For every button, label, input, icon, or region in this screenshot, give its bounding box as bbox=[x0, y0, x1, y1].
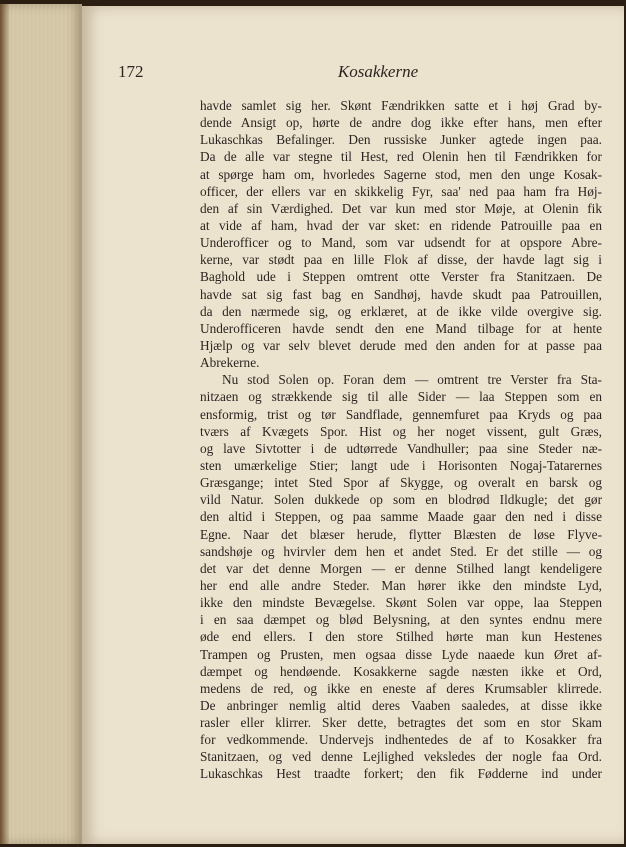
text-line: Underofficer og to Mand, som var udsendt for at opspore Abre- bbox=[200, 235, 602, 251]
running-title: Kosakkerne bbox=[337, 62, 419, 81]
text-line: kerne, var stødt paa en lille Flok af disse, der havde lagt sig i bbox=[200, 252, 602, 268]
text-line: officer, der ellers var en skikkelig Fyr, saa' ned paa ham fra Høj- bbox=[200, 183, 602, 199]
text-line: den af sin Værdighed. Det var kun med stor Møje, at Olenin fik bbox=[200, 200, 602, 216]
text-line: sten umærkelige Stier; langt ude i Horisonten Nogaj-Tatarernes bbox=[200, 457, 602, 473]
text-line: tværs af Kvægets Spor. Hist og her noget vissent, gult Græs, bbox=[200, 423, 602, 439]
text-line: og lave Sivtotter i de udtørrede Vandhuller; paa sine Steder næ- bbox=[200, 440, 602, 456]
text-line: Hjælp og var selv blevet derude med den anden for at passe paa bbox=[200, 337, 602, 353]
text-line: rasler eller klirrer. Sker dette, betragtes det som en stor Skam bbox=[200, 715, 602, 731]
text-line: i en saa dæmpet og blød Belysning, at den syntes endnu mere bbox=[200, 612, 602, 628]
text-line: Trampen og Prusten, men ogsaa disse Lyde naaede kun Øret af- bbox=[200, 646, 602, 662]
text-line: for vedkommende. Undervejs indhentedes de af to Kosakker fra bbox=[200, 732, 602, 748]
text-line: at vide af ham, hvad der var sket: en ridende Patrouille paa en bbox=[200, 217, 602, 233]
text-line: De anbringer nemlig altid deres Vaaben saaledes, at disse ikke bbox=[200, 697, 602, 713]
text-line: havde sat sig fast bag en Sandhøj, havde skudt paa Patrouillen, bbox=[200, 286, 602, 302]
text-line: Baghold ude i Steppen omtrent otte Verster fra Stanitzaen. De bbox=[200, 269, 602, 285]
text-line: ensformig, trist og tør Sandflade, gennemfuret paa Kryds og paa bbox=[200, 406, 602, 422]
text-line: det var det denne Morgen — er denne Stilhed langt kendeligere bbox=[200, 560, 602, 576]
text-line: her end alle andre Steder. Man hører ikke den mindste Lyd, bbox=[200, 577, 602, 593]
text-line: medens de red, og ikke en eneste af deres Krumsabler klirrede. bbox=[200, 680, 602, 696]
page-edges bbox=[0, 4, 82, 844]
text-line: Egne. Naar det blæser herude, flytter Blæsten de løse Flyve- bbox=[200, 526, 602, 542]
text-line: den altid i Steppen, og paa samme Maade gaar den ned i disse bbox=[200, 509, 602, 525]
text-line: sandshøje og hvirvler dem hen et andet Sted. Er det stille — og bbox=[200, 543, 602, 559]
page-number: 172 bbox=[118, 62, 144, 81]
text-line: Abrekerne. bbox=[200, 355, 260, 371]
text-line: øde end ellers. I den store Stilhed hørte man kun Hestenes bbox=[200, 629, 602, 645]
text-line: Nu stod Solen op. Foran dem — omtrent tre Verster fra Sta- bbox=[222, 372, 602, 388]
text-line: ikke den mindste Bevægelse. Skønt Solen var oppe, laa Steppen bbox=[200, 595, 602, 611]
text-line: Underofficeren havde sendt den ene Mand tilbage for at hente bbox=[200, 320, 602, 336]
text-line: nitzaen og strækkende sig til alle Sider — laa Steppen som en bbox=[200, 389, 602, 405]
text-line: Stanitzaen, og ved denne Lejlighed veksledes der nogle faa Ord. bbox=[200, 749, 602, 765]
text-line: da den nærmede sig, og erklæret, at de ikke vilde overgive sig. bbox=[200, 303, 602, 319]
text-line: havde samlet sig her. Skønt Fændrikken satte et i høj Grad by- bbox=[200, 98, 602, 113]
text-line: Græsgange; intet Sted Spor af Skygge, og overalt en barsk og bbox=[200, 475, 602, 491]
text-line: vild Natur. Solen dukkede op som en blodrød Ildkugle; det gør bbox=[200, 492, 602, 508]
text-line: Lukaschkas Hest traadte forkert; den fik Fødderne ind under bbox=[200, 766, 602, 782]
text-line: Da de alle var stegne til Hest, red Olenin hen til Fændrikken for bbox=[200, 149, 602, 165]
text-line: dende Ansigt op, hørte de andre dog ikke efter hans, men efter bbox=[200, 115, 602, 131]
text-line: dæmpet og hendøende. Kosakkerne sagde næsten ikke et Ord, bbox=[200, 663, 602, 679]
text-line: at spørge ham om, hvorledes Sagerne stod, men den unge Kosak- bbox=[200, 166, 602, 182]
text-line: Lukaschkas Befalinger. Den russiske Junker agtede ingen paa. bbox=[200, 132, 602, 148]
page-header bbox=[118, 62, 602, 84]
body-text bbox=[200, 97, 602, 783]
